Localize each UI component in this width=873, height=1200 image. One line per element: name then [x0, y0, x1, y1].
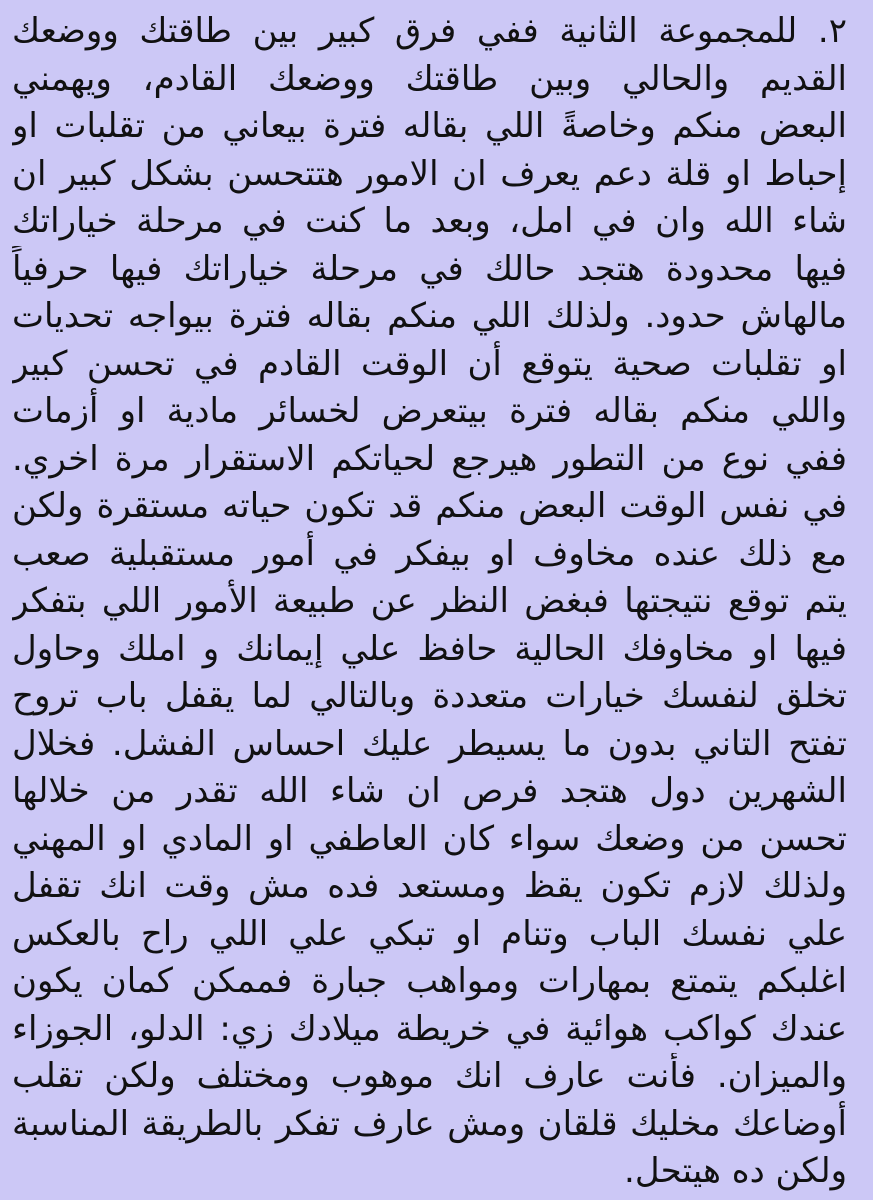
- text-line-8: او تقلبات صحية يتوقع أن الوقت القادم في تحسن كبير: [12, 343, 847, 384]
- text-line-3: البعض منكم وخاصةً اللي بقاله فترة بيعاني من تقلبات او: [12, 106, 847, 146]
- text-line-18: تحسن من وضعك سواء كان العاطفي او المادي او المهني: [12, 818, 847, 859]
- text-line-20: علي نفسك الباب وتنام او تبكي علي اللي راح بالعكس: [12, 913, 847, 954]
- text-line-4: إحباط او قلة دعم يعرف ان الامور هتتحسن بشكل كبير ان: [12, 153, 847, 194]
- paragraph: [12, 8, 847, 1196]
- text-line-19: ولذلك لازم تكون يقظ ومستعد فده مش وقت انك تقفل: [12, 866, 847, 906]
- text-line-9: واللي منكم بقاله فترة بيتعرض لخسائر مادية او أزمات: [12, 391, 847, 431]
- text-line-17: الشهرين دول هتجد فرص ان شاء الله تقدر من خلالها: [12, 771, 847, 811]
- text-line-11: في نفس الوقت البعض منكم قد تكون حياته مستقرة ولكن: [12, 486, 847, 526]
- text-line-10: ففي نوع من التطور هيرجع لحياتكم الاستقرار مرة اخري.: [12, 438, 847, 479]
- text-line-22: عندك كواكب هوائية في خريطة ميلادك زي: الدلو، الجوزاء: [12, 1008, 847, 1049]
- text-line-12: مع ذلك عنده مخاوف او بيفكر في أمور مستقبلية صعب: [12, 533, 847, 574]
- text-line-16: تفتح التاني بدون ما يسيطر عليك احساس الفشل. فخلال: [12, 723, 847, 764]
- text-line-7: مالهاش حدود. ولذلك اللي منكم بقاله فترة بيواجه تحديات: [12, 296, 847, 336]
- text-line-21: اغلبكم يتمتع بمهارات ومواهب جبارة فممكن كمان يكون: [12, 961, 847, 1001]
- text-line-6: فيها محدودة هتجد حالك في مرحلة خياراتك فيها حرفياً: [12, 248, 847, 289]
- text-line-23: والميزان. فأنت عارف انك موهوب ومختلف ولكن تقلب: [12, 1056, 847, 1096]
- text-line-13: يتم توقع نتيجتها فبغض النظر عن طبيعة الأمور اللي بتفكر: [12, 581, 847, 621]
- text-line-1: ٢. للمجموعة الثانية ففي فرق كبير بين طاقتك ووضعك: [12, 11, 847, 51]
- text-line-14: فيها او مخاوفك الحالية حافظ علي إيمانك و املك وحاول: [12, 628, 847, 669]
- text-line-2: القديم والحالي وبين طاقتك ووضعك القادم، ويهمني: [12, 58, 847, 99]
- text-line-24: أوضاعك مخليك قلقان ومش عارف تفكر بالطريقة المناسبة: [12, 1103, 847, 1144]
- text-line-25: ولكن ده هيتحل.: [624, 1151, 847, 1191]
- text-line-15: تخلق لنفسك خيارات متعددة وبالتالي لما يقفل باب تروح: [12, 676, 847, 716]
- text-line-5: شاء الله وان في امل، وبعد ما كنت في مرحلة خياراتك: [12, 201, 847, 241]
